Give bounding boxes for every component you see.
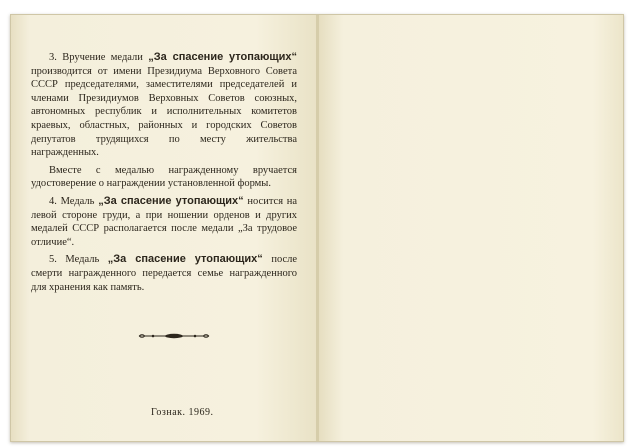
p3-lead: Вручение медали [62,52,143,63]
statute-text [31,51,297,298]
p5-lead: Медаль [65,254,100,266]
p3-medal-name: „За спасение утопающих“ [148,51,298,63]
p3-number: 3. [49,52,57,63]
p4-body: носится на левой стороне груди, а при ношении орденов и других медалей СССР располагается после медали „За трудовое отличие“. [31,195,298,248]
paragraph-4 [31,195,297,249]
paragraph-5 [31,253,297,294]
p4-number: 4. [49,195,57,207]
p5-medal-name: „За спасение утопающих“ [107,253,263,266]
booklet [10,14,624,442]
paragraph-extra: Вместе с медалью награжденному вручается удостоверение о награждении установленной формы. [31,164,297,190]
p4-medal-name: „За спасение утопающих“ [98,194,244,207]
left-page [11,15,317,441]
p4-lead: Медаль [60,195,95,207]
p5-body: после смерти награжденного передается семье награжденного для хранения как память. [31,254,298,293]
printer-imprint: Гознак. 1969. [151,407,214,418]
right-page-blank [319,15,623,441]
ornament-divider [137,332,211,340]
p3-body: производится от имени Президиума Верховного Совета СССР председателями, заместителями председателей и членами Президиумов Верховных Советов союзных, автономных республик и исполнительных комитетов краевых, областных, районных и городских Советов депутатов трудящихся по месту жительства награжденных. [31,65,297,159]
paragraph-3 [31,51,297,160]
p5-number: 5. [49,254,57,266]
